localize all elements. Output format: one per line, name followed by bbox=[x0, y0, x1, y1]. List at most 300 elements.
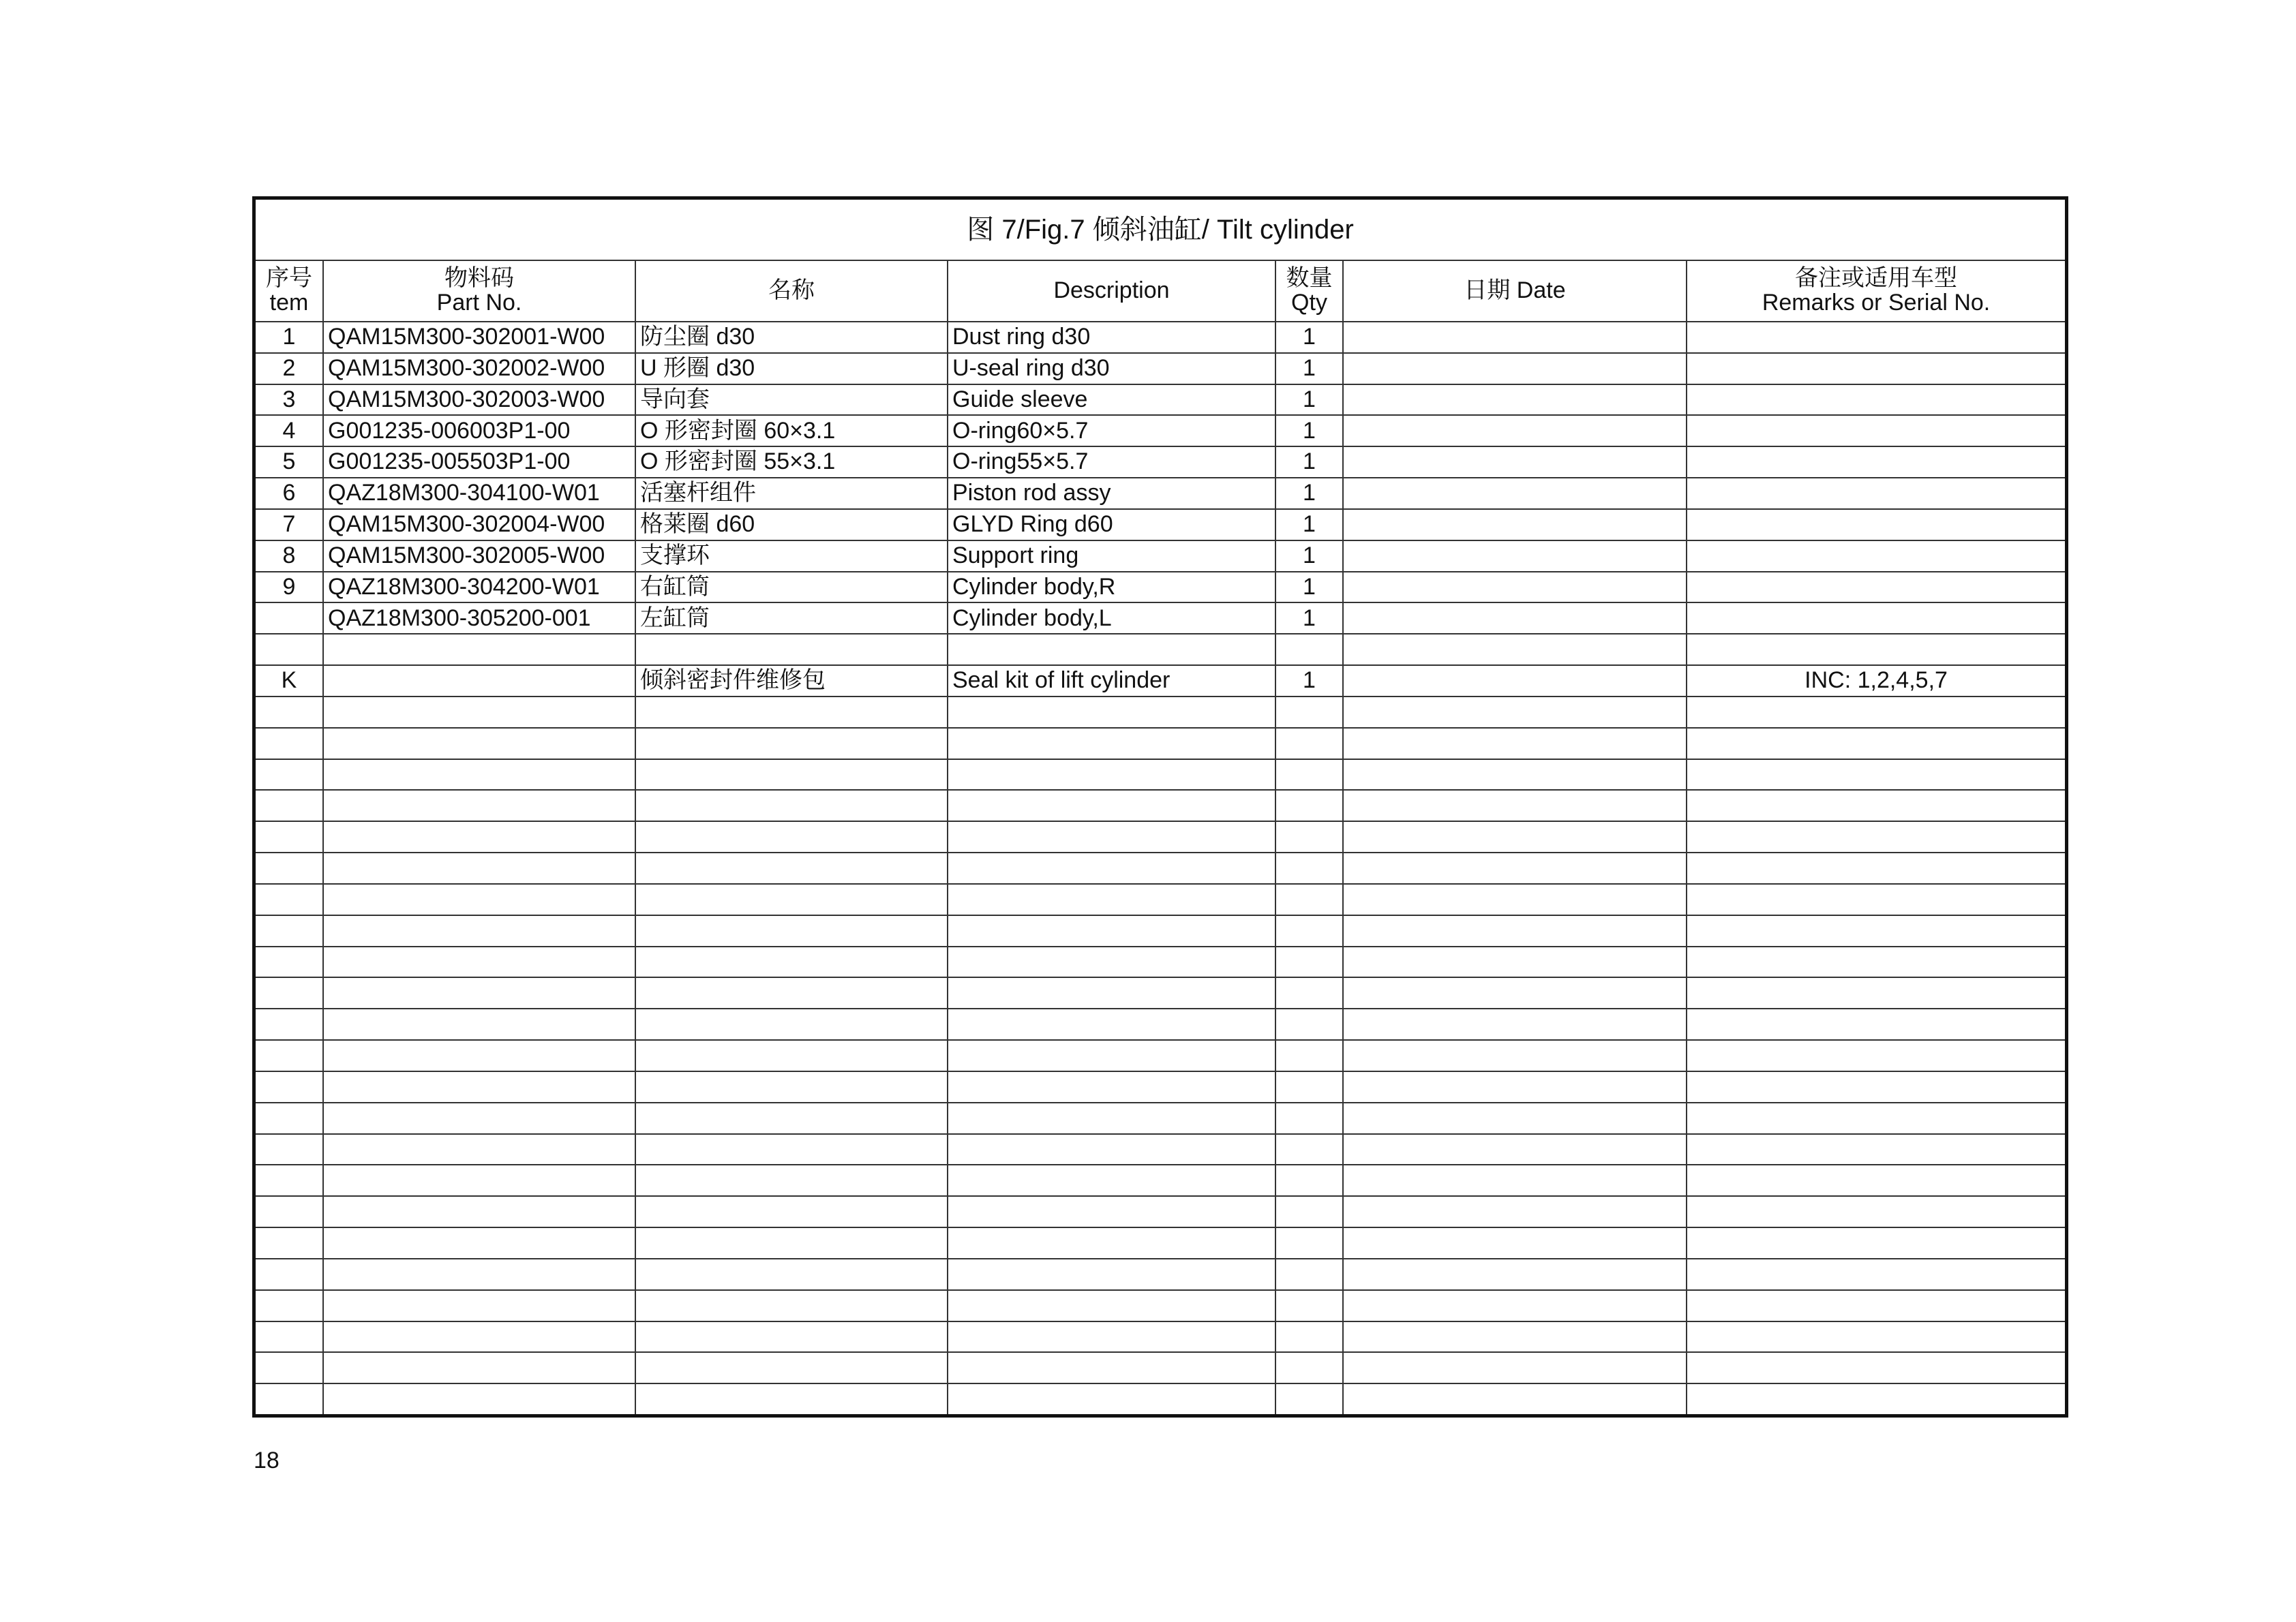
cell-name: U 形圈 d30 bbox=[635, 353, 948, 384]
cell-description bbox=[948, 1040, 1275, 1071]
header-qty-en: Qty bbox=[1291, 290, 1327, 316]
cell-item: K bbox=[256, 665, 323, 697]
cell-qty bbox=[1275, 1321, 1343, 1353]
cell-part-no: QAZ18M300-304200-W01 bbox=[323, 572, 635, 603]
table-row bbox=[256, 915, 2065, 947]
page-number: 18 bbox=[254, 1448, 280, 1473]
cell-date bbox=[1343, 602, 1687, 634]
cell-remarks bbox=[1687, 947, 2065, 978]
table-row bbox=[256, 821, 2065, 853]
cell-date bbox=[1343, 634, 1687, 665]
cell-date bbox=[1343, 759, 1687, 791]
cell-name: 活塞杆组件 bbox=[635, 478, 948, 509]
cell-name: 右缸筒 bbox=[635, 572, 948, 603]
cell-part-no bbox=[323, 1165, 635, 1196]
cell-date bbox=[1343, 478, 1687, 509]
cell-description bbox=[948, 759, 1275, 791]
cell-part-no bbox=[323, 884, 635, 915]
cell-item bbox=[256, 884, 323, 915]
cell-date bbox=[1343, 977, 1687, 1009]
cell-description bbox=[948, 977, 1275, 1009]
table-row bbox=[256, 415, 2065, 446]
cell-item bbox=[256, 1165, 323, 1196]
cell-item bbox=[256, 728, 323, 759]
cell-qty bbox=[1275, 1165, 1343, 1196]
cell-item: 8 bbox=[256, 540, 323, 572]
cell-date bbox=[1343, 1227, 1687, 1259]
cell-item bbox=[256, 1383, 323, 1414]
parts-list-sheet bbox=[252, 196, 2068, 1418]
cell-qty bbox=[1275, 1071, 1343, 1103]
cell-part-no bbox=[323, 1290, 635, 1321]
cell-item bbox=[256, 1134, 323, 1165]
cell-name bbox=[635, 915, 948, 947]
cell-qty bbox=[1275, 1259, 1343, 1290]
cell-item bbox=[256, 977, 323, 1009]
table-row bbox=[256, 1009, 2065, 1040]
cell-date bbox=[1343, 1103, 1687, 1134]
cell-qty bbox=[1275, 1383, 1343, 1414]
cell-qty bbox=[1275, 790, 1343, 821]
cell-qty: 1 bbox=[1275, 322, 1343, 353]
cell-date bbox=[1343, 1165, 1687, 1196]
cell-part-no bbox=[323, 853, 635, 884]
cell-qty: 1 bbox=[1275, 509, 1343, 540]
cell-item bbox=[256, 947, 323, 978]
cell-remarks bbox=[1687, 1009, 2065, 1040]
cell-qty: 1 bbox=[1275, 602, 1343, 634]
cell-name bbox=[635, 634, 948, 665]
cell-remarks bbox=[1687, 1227, 2065, 1259]
cell-name bbox=[635, 947, 948, 978]
cell-item: 2 bbox=[256, 353, 323, 384]
cell-qty bbox=[1275, 728, 1343, 759]
cell-description: GLYD Ring d60 bbox=[948, 509, 1275, 540]
cell-description bbox=[948, 1103, 1275, 1134]
cell-date bbox=[1343, 1196, 1687, 1227]
cell-item bbox=[256, 821, 323, 853]
cell-date bbox=[1343, 1040, 1687, 1071]
cell-date bbox=[1343, 947, 1687, 978]
cell-item bbox=[256, 759, 323, 791]
cell-remarks bbox=[1687, 1290, 2065, 1321]
cell-date bbox=[1343, 728, 1687, 759]
cell-date bbox=[1343, 384, 1687, 416]
cell-part-no bbox=[323, 1321, 635, 1353]
cell-qty bbox=[1275, 915, 1343, 947]
header-item-en: tem bbox=[269, 290, 309, 316]
cell-qty: 1 bbox=[1275, 446, 1343, 478]
cell-part-no bbox=[323, 915, 635, 947]
cell-date bbox=[1343, 697, 1687, 728]
cell-item bbox=[256, 634, 323, 665]
cell-qty bbox=[1275, 1040, 1343, 1071]
cell-name bbox=[635, 1352, 948, 1383]
cell-part-no bbox=[323, 1134, 635, 1165]
table-row bbox=[256, 322, 2065, 353]
cell-date bbox=[1343, 1352, 1687, 1383]
cell-description bbox=[948, 853, 1275, 884]
cell-part-no: QAZ18M300-304100-W01 bbox=[323, 478, 635, 509]
cell-name: 格莱圈 d60 bbox=[635, 509, 948, 540]
cell-description bbox=[948, 1227, 1275, 1259]
cell-qty: 1 bbox=[1275, 353, 1343, 384]
cell-name bbox=[635, 697, 948, 728]
table-row bbox=[256, 1290, 2065, 1321]
table-row bbox=[256, 1352, 2065, 1383]
cell-name bbox=[635, 1103, 948, 1134]
cell-name bbox=[635, 1165, 948, 1196]
cell-qty: 1 bbox=[1275, 384, 1343, 416]
cell-description: O-ring55×5.7 bbox=[948, 446, 1275, 478]
table-row bbox=[256, 1165, 2065, 1196]
table-row bbox=[256, 697, 2065, 728]
cell-description bbox=[948, 1134, 1275, 1165]
cell-description: Cylinder body,R bbox=[948, 572, 1275, 603]
cell-description bbox=[948, 1383, 1275, 1414]
cell-item: 4 bbox=[256, 415, 323, 446]
cell-part-no bbox=[323, 821, 635, 853]
cell-description: U-seal ring d30 bbox=[948, 353, 1275, 384]
cell-description bbox=[948, 915, 1275, 947]
cell-date bbox=[1343, 446, 1687, 478]
cell-date bbox=[1343, 1071, 1687, 1103]
cell-description bbox=[948, 1290, 1275, 1321]
cell-qty bbox=[1275, 884, 1343, 915]
cell-item bbox=[256, 1040, 323, 1071]
cell-part-no: G001235-005503P1-00 bbox=[323, 446, 635, 478]
cell-date bbox=[1343, 1009, 1687, 1040]
table-row bbox=[256, 884, 2065, 915]
cell-name bbox=[635, 1259, 948, 1290]
cell-remarks bbox=[1687, 1196, 2065, 1227]
cell-remarks bbox=[1687, 353, 2065, 384]
table-row bbox=[256, 1071, 2065, 1103]
table-row bbox=[256, 634, 2065, 665]
cell-item bbox=[256, 853, 323, 884]
cell-name: 左缸筒 bbox=[635, 602, 948, 634]
cell-name bbox=[635, 1227, 948, 1259]
cell-item bbox=[256, 1352, 323, 1383]
cell-part-no bbox=[323, 947, 635, 978]
table-row bbox=[256, 1103, 2065, 1134]
cell-description: Seal kit of lift cylinder bbox=[948, 665, 1275, 697]
cell-remarks bbox=[1687, 1103, 2065, 1134]
cell-item bbox=[256, 602, 323, 634]
table-row bbox=[256, 1196, 2065, 1227]
cell-item: 1 bbox=[256, 322, 323, 353]
cell-remarks bbox=[1687, 478, 2065, 509]
cell-qty bbox=[1275, 821, 1343, 853]
cell-part-no: QAM15M300-302005-W00 bbox=[323, 540, 635, 572]
table-row bbox=[256, 665, 2065, 697]
cell-description bbox=[948, 790, 1275, 821]
cell-name bbox=[635, 1196, 948, 1227]
cell-part-no bbox=[323, 1352, 635, 1383]
cell-date bbox=[1343, 1259, 1687, 1290]
table-row bbox=[256, 540, 2065, 572]
cell-qty: 1 bbox=[1275, 478, 1343, 509]
cell-remarks bbox=[1687, 1165, 2065, 1196]
table-row bbox=[256, 947, 2065, 978]
cell-description bbox=[948, 947, 1275, 978]
cell-qty: 1 bbox=[1275, 415, 1343, 446]
cell-name: O 形密封圈 60×3.1 bbox=[635, 415, 948, 446]
cell-qty bbox=[1275, 1009, 1343, 1040]
cell-remarks bbox=[1687, 759, 2065, 791]
cell-description: Dust ring d30 bbox=[948, 322, 1275, 353]
cell-item: 3 bbox=[256, 384, 323, 416]
cell-name bbox=[635, 884, 948, 915]
cell-date bbox=[1343, 540, 1687, 572]
cell-remarks bbox=[1687, 884, 2065, 915]
cell-remarks bbox=[1687, 322, 2065, 353]
cell-qty: 1 bbox=[1275, 665, 1343, 697]
table-row bbox=[256, 728, 2065, 759]
cell-date bbox=[1343, 1134, 1687, 1165]
cell-description bbox=[948, 1009, 1275, 1040]
cell-item: 9 bbox=[256, 572, 323, 603]
cell-item: 5 bbox=[256, 446, 323, 478]
header-name: 名称 bbox=[635, 260, 948, 322]
cell-part-no: QAM15M300-302003-W00 bbox=[323, 384, 635, 416]
cell-date bbox=[1343, 1383, 1687, 1414]
cell-part-no bbox=[323, 790, 635, 821]
cell-description bbox=[948, 1196, 1275, 1227]
cell-name bbox=[635, 1134, 948, 1165]
cell-qty bbox=[1275, 634, 1343, 665]
cell-item bbox=[256, 1227, 323, 1259]
cell-item bbox=[256, 1009, 323, 1040]
cell-description bbox=[948, 821, 1275, 853]
cell-item bbox=[256, 1103, 323, 1134]
cell-remarks bbox=[1687, 853, 2065, 884]
table-row bbox=[256, 1040, 2065, 1071]
cell-remarks bbox=[1687, 446, 2065, 478]
header-remarks-en: Remarks or Serial No. bbox=[1762, 290, 1991, 316]
cell-qty bbox=[1275, 697, 1343, 728]
cell-date bbox=[1343, 821, 1687, 853]
table-row bbox=[256, 478, 2065, 509]
cell-name: 倾斜密封件维修包 bbox=[635, 665, 948, 697]
table-row bbox=[256, 1383, 2065, 1414]
cell-remarks bbox=[1687, 602, 2065, 634]
cell-remarks bbox=[1687, 634, 2065, 665]
cell-date bbox=[1343, 915, 1687, 947]
cell-item: 6 bbox=[256, 478, 323, 509]
cell-qty bbox=[1275, 1352, 1343, 1383]
cell-item bbox=[256, 1071, 323, 1103]
table-body bbox=[256, 322, 2065, 1414]
cell-name bbox=[635, 790, 948, 821]
cell-date bbox=[1343, 509, 1687, 540]
cell-item bbox=[256, 1196, 323, 1227]
cell-name: 防尘圈 d30 bbox=[635, 322, 948, 353]
cell-remarks bbox=[1687, 790, 2065, 821]
header-description: Description bbox=[948, 260, 1275, 322]
cell-item bbox=[256, 915, 323, 947]
cell-item bbox=[256, 1290, 323, 1321]
table-row bbox=[256, 853, 2065, 884]
cell-qty bbox=[1275, 1227, 1343, 1259]
header-part-no-cn: 物料码 bbox=[444, 265, 514, 292]
cell-name bbox=[635, 853, 948, 884]
cell-qty bbox=[1275, 1196, 1343, 1227]
cell-remarks bbox=[1687, 1071, 2065, 1103]
cell-name bbox=[635, 759, 948, 791]
header-part-no bbox=[323, 260, 635, 322]
cell-part-no bbox=[323, 665, 635, 697]
cell-part-no bbox=[323, 1383, 635, 1414]
cell-part-no: QAM15M300-302001-W00 bbox=[323, 322, 635, 353]
cell-description bbox=[948, 1321, 1275, 1353]
cell-remarks bbox=[1687, 915, 2065, 947]
cell-description: O-ring60×5.7 bbox=[948, 415, 1275, 446]
cell-name bbox=[635, 1321, 948, 1353]
cell-name: O 形密封圈 55×3.1 bbox=[635, 446, 948, 478]
cell-description: Support ring bbox=[948, 540, 1275, 572]
cell-qty bbox=[1275, 1103, 1343, 1134]
cell-item bbox=[256, 697, 323, 728]
table-row bbox=[256, 790, 2065, 821]
table-row bbox=[256, 353, 2065, 384]
header-remarks-cn: 备注或适用车型 bbox=[1795, 265, 1958, 292]
cell-part-no bbox=[323, 1040, 635, 1071]
cell-remarks bbox=[1687, 509, 2065, 540]
cell-part-no: QAM15M300-302004-W00 bbox=[323, 509, 635, 540]
table-row bbox=[256, 446, 2065, 478]
cell-name bbox=[635, 1009, 948, 1040]
cell-description bbox=[948, 1071, 1275, 1103]
cell-remarks bbox=[1687, 697, 2065, 728]
cell-name bbox=[635, 728, 948, 759]
cell-part-no bbox=[323, 1103, 635, 1134]
cell-description bbox=[948, 1259, 1275, 1290]
cell-date bbox=[1343, 415, 1687, 446]
cell-description: Piston rod assy bbox=[948, 478, 1275, 509]
cell-date bbox=[1343, 790, 1687, 821]
cell-qty: 1 bbox=[1275, 540, 1343, 572]
cell-remarks bbox=[1687, 821, 2065, 853]
cell-remarks bbox=[1687, 977, 2065, 1009]
header-qty bbox=[1275, 260, 1343, 322]
cell-remarks bbox=[1687, 1040, 2065, 1071]
parts-table bbox=[256, 200, 2065, 1414]
cell-item bbox=[256, 1259, 323, 1290]
table-row bbox=[256, 384, 2065, 416]
cell-name bbox=[635, 821, 948, 853]
cell-date bbox=[1343, 1290, 1687, 1321]
cell-part-no bbox=[323, 697, 635, 728]
cell-part-no bbox=[323, 1196, 635, 1227]
cell-item bbox=[256, 790, 323, 821]
cell-part-no bbox=[323, 1227, 635, 1259]
cell-date bbox=[1343, 1321, 1687, 1353]
table-title: 图 7/Fig.7 倾斜油缸/ Tilt cylinder bbox=[256, 200, 2065, 260]
cell-part-no: G001235-006003P1-00 bbox=[323, 415, 635, 446]
cell-remarks bbox=[1687, 728, 2065, 759]
header-qty-cn: 数量 bbox=[1286, 265, 1333, 292]
cell-remarks bbox=[1687, 1321, 2065, 1353]
cell-name bbox=[635, 1290, 948, 1321]
header-item-cn: 序号 bbox=[266, 265, 312, 292]
header-part-no-en: Part No. bbox=[436, 290, 522, 316]
cell-qty bbox=[1275, 977, 1343, 1009]
cell-qty bbox=[1275, 853, 1343, 884]
cell-description: Guide sleeve bbox=[948, 384, 1275, 416]
header-item bbox=[256, 260, 323, 322]
cell-name bbox=[635, 1040, 948, 1071]
cell-description bbox=[948, 1165, 1275, 1196]
cell-description bbox=[948, 728, 1275, 759]
cell-name bbox=[635, 1383, 948, 1414]
cell-description: Cylinder body,L bbox=[948, 602, 1275, 634]
cell-name bbox=[635, 977, 948, 1009]
table-row bbox=[256, 1321, 2065, 1353]
table-row bbox=[256, 1259, 2065, 1290]
cell-description bbox=[948, 1352, 1275, 1383]
cell-name: 导向套 bbox=[635, 384, 948, 416]
cell-remarks bbox=[1687, 415, 2065, 446]
table-row bbox=[256, 759, 2065, 791]
cell-part-no: QAZ18M300-305200-001 bbox=[323, 602, 635, 634]
cell-remarks bbox=[1687, 540, 2065, 572]
cell-part-no bbox=[323, 728, 635, 759]
cell-qty bbox=[1275, 947, 1343, 978]
cell-description bbox=[948, 634, 1275, 665]
cell-qty bbox=[1275, 1134, 1343, 1165]
cell-part-no bbox=[323, 1071, 635, 1103]
cell-remarks bbox=[1687, 1134, 2065, 1165]
cell-date bbox=[1343, 353, 1687, 384]
cell-date bbox=[1343, 572, 1687, 603]
cell-description bbox=[948, 884, 1275, 915]
table-row bbox=[256, 1227, 2065, 1259]
header-row bbox=[256, 260, 2065, 322]
cell-name: 支撑环 bbox=[635, 540, 948, 572]
cell-remarks bbox=[1687, 384, 2065, 416]
cell-part-no bbox=[323, 759, 635, 791]
cell-name bbox=[635, 1071, 948, 1103]
header-date: 日期 Date bbox=[1343, 260, 1687, 322]
cell-date bbox=[1343, 665, 1687, 697]
table-row bbox=[256, 1134, 2065, 1165]
cell-remarks bbox=[1687, 1352, 2065, 1383]
table-row bbox=[256, 509, 2065, 540]
title-row bbox=[256, 200, 2065, 260]
cell-part-no bbox=[323, 1259, 635, 1290]
cell-qty bbox=[1275, 1290, 1343, 1321]
cell-remarks bbox=[1687, 572, 2065, 603]
cell-part-no bbox=[323, 634, 635, 665]
cell-date bbox=[1343, 853, 1687, 884]
cell-remarks bbox=[1687, 1259, 2065, 1290]
cell-remarks: INC: 1,2,4,5,7 bbox=[1687, 665, 2065, 697]
table-row bbox=[256, 602, 2065, 634]
cell-qty: 1 bbox=[1275, 572, 1343, 603]
header-remarks bbox=[1687, 260, 2065, 322]
cell-item bbox=[256, 1321, 323, 1353]
cell-qty bbox=[1275, 759, 1343, 791]
cell-remarks bbox=[1687, 1383, 2065, 1414]
cell-part-no bbox=[323, 977, 635, 1009]
cell-date bbox=[1343, 884, 1687, 915]
table-row bbox=[256, 572, 2065, 603]
cell-date bbox=[1343, 322, 1687, 353]
cell-item: 7 bbox=[256, 509, 323, 540]
table-row bbox=[256, 977, 2065, 1009]
cell-part-no bbox=[323, 1009, 635, 1040]
